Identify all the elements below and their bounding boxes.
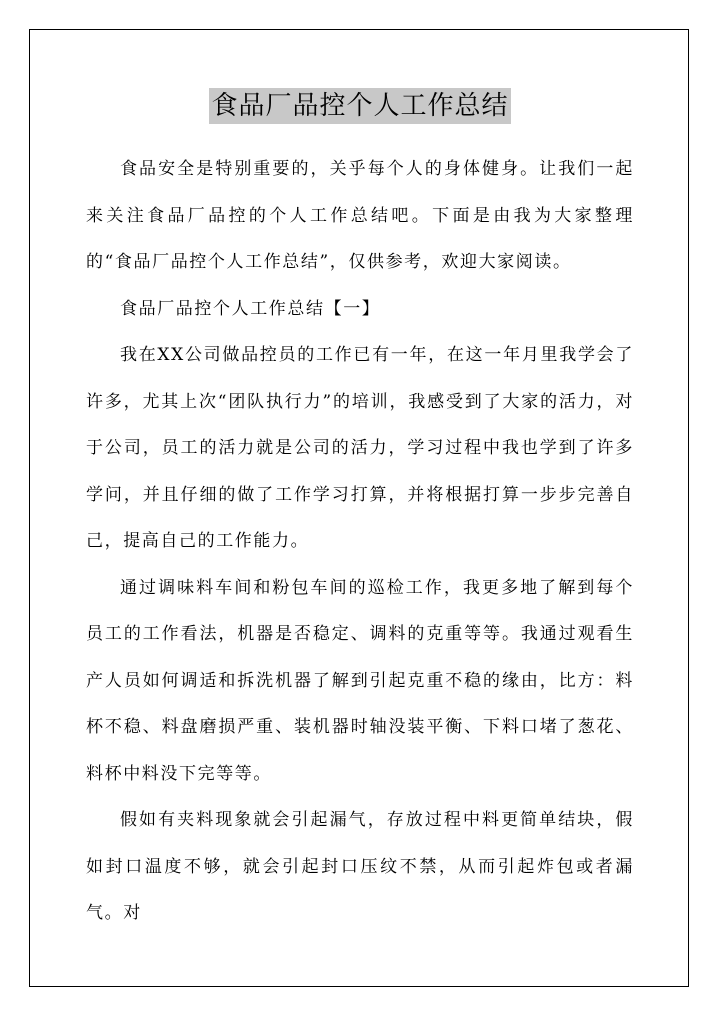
document-title: 食品厂品控个人工作总结 — [209, 88, 510, 124]
paragraph-work-experience: 我在XX公司做品控员的工作已有一年，在这一年月里我学会了许多，尤其上次“团队执行力”的培训，我感受到了大家的活力，对于公司，员工的活力就是公司的活力，学习过程中我也学到了许多学问，并且仔细的做了工作学习打算，并将根据打算一步步完善自己，提高自己的工作能力。 — [86, 345, 634, 551]
document-body — [86, 146, 634, 937]
paragraph-inspection: 通过调味料车间和粉包车间的巡检工作，我更多地了解到每个员工的工作看法，机器是否稳定、调料的克重等等。我通过观看生产人员如何调适和拆洗机器了解到引起克重不稳的缘由，比方：料杯不稳、料盘磨损严重、装机器时轴没装平衡、下料口堵了葱花、料杯中料没下完等等。 — [86, 577, 634, 784]
section-heading: 食品厂品控个人工作总结【一】 — [120, 298, 381, 319]
paragraph-sealing: 假如有夹料现象就会引起漏气，存放过程中料更简单结块，假如封口温度不够，就会引起封口压纹不禁，从而引起炸包或者漏气。对 — [86, 810, 634, 923]
title-container — [0, 88, 720, 124]
paragraph-intro: 食品安全是特别重要的，关乎每个人的身体健身。让我们一起来关注食品厂品控的个人工作总结吧。下面是由我为大家整理的“食品厂品控个人工作总结”，仅供参考，欢迎大家阅读。 — [86, 159, 634, 272]
